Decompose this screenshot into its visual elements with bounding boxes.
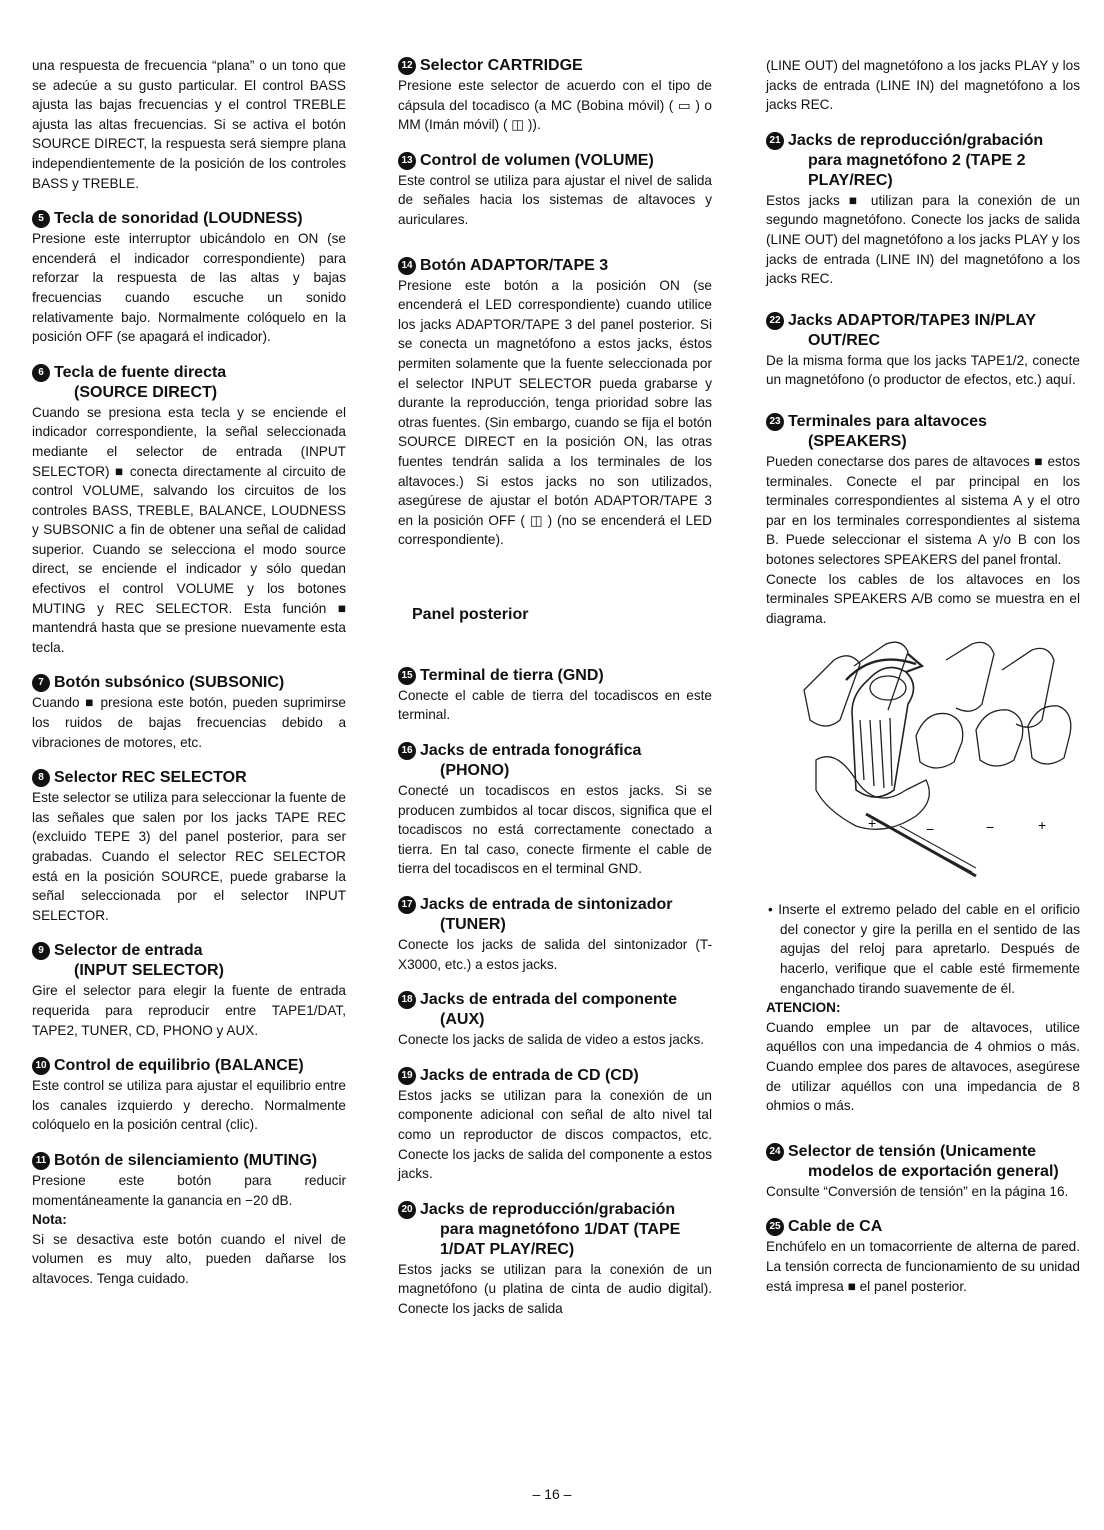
section-title: Tecla de fuente directa (54, 363, 227, 381)
section-number: 13 (398, 152, 416, 170)
page-number: – 16 – (532, 1486, 572, 1502)
section-heading (398, 151, 712, 171)
section-heading (398, 1066, 712, 1086)
section-heading (766, 412, 1080, 452)
section-heading (398, 895, 712, 935)
section-body: Presione este botón para reducir momentáneamente la ganancia en −20 dB. (32, 1172, 346, 1208)
section-cd (398, 1066, 712, 1184)
section-subsonic (32, 673, 346, 752)
section-number: 24 (766, 1143, 784, 1161)
note-body: Si se desactiva este botón cuando el nivel de volumen es muy alto, pueden dañarse los altavoces. Tenga cuidado. (32, 1231, 346, 1286)
section-subtitle: (AUX) (440, 1011, 485, 1029)
section-number: 11 (32, 1152, 50, 1170)
section-subtitle: OUT/REC (808, 331, 880, 349)
section-number: 14 (398, 257, 416, 275)
section-number: 5 (32, 210, 50, 228)
section-input-selector (32, 941, 346, 1040)
section-title: Selector REC SELECTOR (54, 769, 247, 787)
column-3 (766, 56, 1080, 1296)
section-ac-cord (766, 1217, 1080, 1296)
section-gnd (398, 666, 712, 725)
section-heading (32, 1151, 346, 1171)
section-body: Estos jacks se utilizan para la conexión de un magnetófono (u platina de cinta de audio digital). Conecte los jacks de salida (398, 1261, 712, 1316)
section-subtitle: (SPEAKERS) (808, 432, 907, 450)
section-number: 18 (398, 991, 416, 1009)
section-volume (398, 151, 712, 230)
minus-label: − (986, 819, 995, 836)
knob-top (870, 676, 906, 700)
section-title: Selector de entrada (54, 942, 203, 960)
section-title: Jacks de entrada fonográfica (420, 742, 642, 760)
section-heading (32, 363, 346, 403)
section-title: Cable de CA (788, 1218, 883, 1236)
section-tape2 (766, 131, 1080, 289)
section-heading (32, 1056, 346, 1076)
section-body: Enchúfelo en un tomacorriente de alterna de pared. La tensión correcta de funcionamiento de su unidad está impresa ■ el panel posterior. (766, 1239, 1080, 1294)
section-number: 25 (766, 1218, 784, 1236)
section-subtitle: (PHONO) (440, 762, 510, 780)
section-title: Jacks de reproducción/grabación (420, 1200, 676, 1218)
section-heading (766, 311, 1080, 351)
knob-ridges (860, 718, 892, 788)
section-cartridge (398, 56, 712, 135)
section-body: Este control se utiliza para ajustar el equilibrio entre los canales izquierdo y derecho. Normalmente colóquelo en la posición central (clic). (32, 1078, 346, 1133)
section-body: Presione este botón a la posición ON (se encenderá el LED correspondiente) cuando utilice los jacks ADAPTOR/TAPE 3 del panel posterior. Si se conecta un magnetófono a estos jacks, éstos permiten solamente que la fuente seleccionada por el selector INPUT SELECTOR pueda grabarse y durante la reproducción, tenga prioridad sobre las otras fuentes. (Sin embargo, cuando se fija el botón SOURCE DIRECT en la posición ON, las otras fuentes tendrán salida a los terminales de los altavoces.) Si estos jacks no son utilizados, asegúrese de ajustar el botón ADAPTOR/TAPE 3 en la posición OFF ( ◫ ) (no se encenderá el LED correspondiente). (398, 277, 712, 548)
section-body: Cuando se presiona esta tecla y se enciende el indicador correspondiente, la señal seleccionada mediante el selector de entrada (INPUT SELECTOR) ■ conecta directamente al circuito de control VOLUME, salvando los circuitos de los controles BASS, TREBLE, BALANCE, LOUDNESS y SUBSONIC a fin de obtener una señal de calidad superior. Cuando se selecciona el modo source direct, se enciende el indicador y sólo quedan efectivos el control VOLUME y los botones MUTING y REC SELECTOR. Esta función ■ mantendrá hasta que se presione nuevamente esta tecla. (32, 404, 346, 655)
section-heading (398, 256, 712, 276)
section-title: Control de equilibrio (BALANCE) (54, 1057, 304, 1075)
section-title: Jacks de entrada del componente (420, 991, 677, 1009)
section-number: 16 (398, 742, 416, 760)
section-body: Conecte el cable de tierra del tocadiscos en este terminal. (398, 687, 712, 723)
section-number: 10 (32, 1057, 50, 1075)
section-adaptor-tape3 (398, 256, 712, 550)
column-2 (398, 56, 712, 1319)
section-heading (32, 209, 346, 229)
column-1 (32, 56, 346, 1289)
section-title: Jacks de reproducción/grabación (788, 131, 1044, 149)
section-balance (32, 1056, 346, 1135)
section-number: 12 (398, 57, 416, 75)
section-title: Terminales para altavoces (788, 412, 987, 430)
section-heading (398, 1200, 712, 1260)
section-body: Estos jacks se utilizan para la conexión de un componente adicional con señal de alto nivel tal como un reproductor de discos compactos, etc. Conecte los jacks de salida del componente a estos jacks. (398, 1087, 712, 1182)
terminal-post (976, 710, 1023, 766)
section-body: Conecte los jacks de salida de video a estos jacks. (398, 1032, 705, 1048)
section-body: Cuando ■ presiona este botón, pueden suprimirse los ruidos de bajas frecuencias debido a vibraciones de motores, etc. (32, 695, 346, 750)
section-muting (32, 1151, 346, 1289)
section-loudness (32, 209, 346, 347)
minus-label: − (926, 821, 935, 838)
section-subtitle: (TUNER) (440, 916, 506, 934)
section-subtitle: para magnetófono 2 (TAPE 2 PLAY/REC) (808, 151, 1026, 189)
section-number: 20 (398, 1201, 416, 1219)
section-number: 7 (32, 674, 50, 692)
section-body: Estos jacks ■ utilizan para la conexión de un segundo magnetófono. Conecte los jacks de salida (LINE OUT) del magnetófono a los jacks PLAY y los jacks de entrada (LINE IN) del magnetófono a los jacks REC. (766, 192, 1080, 287)
section-heading (32, 673, 346, 693)
section-subtitle: (INPUT SELECTOR) (74, 962, 224, 980)
section-body: Pueden conectarse dos pares de altavoces ■ estos terminales. Conecte el par principal en los terminales correspondientes al sistema A y el otro par en los terminales correspondientes al sistema B. Puede seleccionar el sistema A y/o B con los botones selectores SPEAKERS del panel frontal. (766, 453, 1080, 567)
terminal-post (946, 643, 994, 712)
section-body: Este control se utiliza para ajustar el nivel de salida de señales hacia los sistemas de altavoces y auriculares. (398, 172, 712, 227)
section-number: 21 (766, 132, 784, 150)
section-subtitle: modelos de exportación general) (808, 1162, 1059, 1180)
section-body: Gire el selector para elegir la fuente de entrada requerida para reproducir entre TAPE1/DAT, TAPE2, TUNER, CD, PHONO y AUX. (32, 983, 346, 1038)
section-title: Selector de tensión (Unicamente (788, 1142, 1037, 1160)
section-number: 17 (398, 896, 416, 914)
section-number: 9 (32, 942, 50, 960)
intro-paragraph: una respuesta de frecuencia “plana” o un tono que se adecúe a su gusto particular. El control BASS ajusta las bajas frecuencias y el control TREBLE ajusta las altas frecuencias. Si se activa el botón SOURCE DIRECT, la respuesta será siempre plana independientemente de la posición de los controles BASS y TREBLE. (32, 58, 346, 191)
section-rec-selector (32, 768, 346, 925)
section-heading (32, 768, 346, 788)
section-body: Presione este selector de acuerdo con el tipo de cápsula del tocadisco (a MC (Bobina móvil) ( ▭ ) o MM (Imán móvil) ( ◫ )). (398, 78, 712, 133)
attention-body: Cuando emplee un par de altavoces, utilice aquéllos con una impedancia de 4 ohmios o más. Cuando emplee dos pares de altavoces, asegúrese de utilizar aquéllos con una impedancia de 8 ohmios o más. (766, 1019, 1080, 1114)
section-title: Control de volumen (VOLUME) (420, 151, 654, 169)
section-title: Botón de silenciamiento (MUTING) (54, 1151, 318, 1169)
section-phono (398, 741, 712, 879)
section-heading (398, 666, 712, 686)
section-subtitle: para magnetófono 1/DAT (TAPE 1/DAT PLAY/REC) (440, 1220, 681, 1258)
section-speakers (766, 412, 1080, 628)
section-subtitle: (SOURCE DIRECT) (74, 383, 218, 401)
section-heading (766, 1142, 1080, 1182)
section-title: Tecla de sonoridad (LOUDNESS) (54, 210, 303, 228)
section-title: Jacks de entrada de sintonizador (420, 896, 673, 914)
section-aux (398, 990, 712, 1050)
attention-label: ATENCION: (766, 1000, 841, 1016)
section-title: Jacks de entrada de CD (CD) (420, 1066, 639, 1084)
section-tuner (398, 895, 712, 974)
section-title: Selector CARTRIDGE (420, 57, 583, 74)
section-number: 6 (32, 364, 50, 382)
plus-label: + (1038, 817, 1047, 834)
terminal-post (1028, 706, 1071, 764)
speaker-wire-strands (894, 826, 976, 872)
section-body: Conecte los jacks de salida del sintonizador (T-X3000, etc.) a estos jacks. (398, 937, 712, 972)
plus-label: + (868, 815, 877, 832)
section-title: Botón subsónico (SUBSONIC) (54, 674, 285, 692)
section-body: Este selector se utiliza para seleccionar la fuente de las señales que salen por los jacks TAPE REC (excluido TEPE 3) del panel posterior, para ser grabadas. Cuando el selector REC SELECTOR está en la posición SOURCE, puede grabarse la señal seleccionada por el selector INPUT SELECTOR. (32, 790, 346, 923)
rear-panel-title: Panel posterior (412, 605, 529, 623)
section-number: 15 (398, 667, 416, 685)
section-body: Conecté un tocadiscos en estos jacks. Si se producen zumbidos al tocar discos, significa que el tocadiscos no está correctamente conectado a tierra. En tal caso, conecte firmente el cable de tierra del tocadiscos en el terminal GND. (398, 783, 712, 877)
section-body: De la misma forma que los jacks TAPE1/2, conecte un magnetófono (o productor de efectos, etc.) aquí. (766, 352, 1080, 388)
section-title: Terminal de tierra (GND) (420, 666, 604, 684)
section-body: Consulte “Conversión de tensión” en la página 16. (766, 1183, 1069, 1199)
section-number: 23 (766, 413, 784, 431)
section-number: 22 (766, 312, 784, 330)
bullet-instruction: • Inserte el extremo pelado del cable en el orificio del conector y gire la perilla en el sentido de las agujas del reloj para apretarlo. Después de hacerlo, verifique que el cable esté firmemente enganchado tirando suavemente de él. (768, 902, 1080, 996)
section-adaptor-tape3-jacks (766, 311, 1080, 390)
terminal-post (916, 714, 963, 769)
section-voltage-selector (766, 1142, 1080, 1202)
section-number: 19 (398, 1067, 416, 1085)
section-title: Jacks ADAPTOR/TAPE3 IN/PLAY (788, 311, 1037, 329)
section-heading (766, 131, 1080, 191)
speaker-terminal-diagram (776, 640, 1076, 886)
terminal-post (1002, 649, 1054, 728)
section-heading (398, 56, 712, 76)
section-heading (398, 741, 712, 781)
section-title: Botón ADAPTOR/TAPE 3 (420, 256, 609, 274)
section-body: Presione este interruptor ubicándolo en ON (se encenderá el indicador correspondiente) para reforzar la respuesta de las altas y bajas frecuencias cuando escuche un sonido relativamente bajo. Normalmente colóquelo en la posición OFF (se apagará el indicador). (32, 231, 346, 345)
section-heading (398, 990, 712, 1030)
section-tape1-dat (398, 1200, 712, 1319)
section-number: 8 (32, 769, 50, 787)
section-body-2: Conecte los cables de los altavoces en los terminales SPEAKERS A/B como se muestra en el diagrama. (766, 571, 1080, 626)
note-label: Nota: (32, 1212, 67, 1228)
section-source-direct (32, 363, 346, 658)
section-heading (766, 1217, 1080, 1237)
terminal-post (854, 642, 908, 710)
continued-paragraph: (LINE OUT) del magnetófono a los jacks PLAY y los jacks de entrada (LINE IN) del magnetófono a los jacks REC. (766, 58, 1080, 113)
section-heading (32, 941, 346, 981)
